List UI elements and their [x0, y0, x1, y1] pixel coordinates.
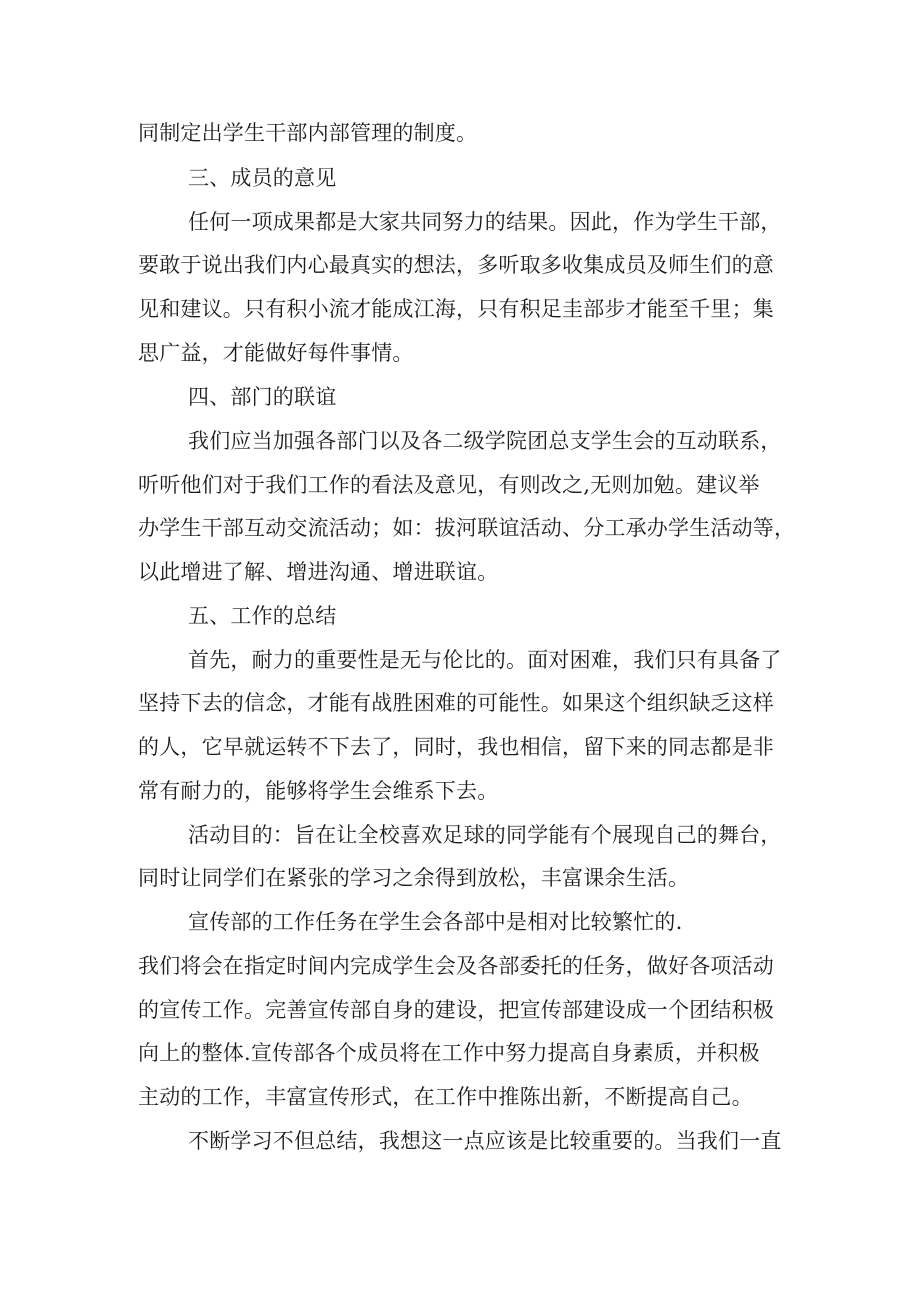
text-line: 活动目的：旨在让全校喜欢足球的同学能有个展现自己的舞台，: [188, 823, 782, 847]
text-line: 向上的整体.宣传部各个成员将在工作中努力提高自身素质，并积极: [138, 1041, 760, 1065]
text-line: 思广益，才能做好每件事情。: [138, 341, 414, 365]
text-line: 宣传部的工作任务在学生会各部中是相对比较繁忙的.: [188, 910, 683, 934]
text-line: 办学生干部互动交流活动；如：拔河联谊活动、分工承办学生活动等，: [138, 516, 796, 540]
text-line: 同制定出学生干部内部管理的制度。: [138, 121, 478, 145]
text-line: 的宣传工作。完善宣传部自身的建设，把宣传部建设成一个团结积极: [138, 998, 774, 1022]
text-line: 我们应当加强各部门以及各二级学院团总支学生会的互动联系，: [188, 429, 782, 453]
text-line: 以此增进了解、增进沟通、增进联谊。: [138, 560, 499, 584]
text-line: 我们将会在指定时间内完成学生会及各部委托的任务，做好各项活动: [138, 954, 774, 978]
text-line: 要敢于说出我们内心最真实的想法，多听取多收集成员及师生们的意: [138, 253, 774, 277]
text-line: 听听他们对于我们工作的看法及意见，有则改之,无则加勉。建议举: [138, 473, 760, 497]
section-heading: 五、工作的总结: [188, 604, 337, 628]
section-heading: 三、成员的意见: [188, 166, 337, 190]
text-line: 的人，它早就运转不下去了，同时，我也相信，留下来的同志都是非: [138, 735, 774, 759]
section-heading: 四、部门的联谊: [188, 385, 337, 409]
text-line: 见和建议。只有积小流才能成江海，只有积足圭部步才能至千里；集: [138, 297, 774, 321]
text-line: 首先，耐力的重要性是无与伦比的。面对困难，我们只有具备了: [188, 648, 782, 672]
text-line: 坚持下去的信念，才能有战胜困难的可能性。如果这个组织缺乏这样: [138, 691, 774, 715]
text-line: 任何一项成果都是大家共同努力的结果。因此，作为学生干部，: [188, 210, 782, 234]
text-line: 常有耐力的，能够将学生会维系下去。: [138, 779, 499, 803]
text-line: 不断学习不但总结，我想这一点应该是比较重要的。当我们一直: [188, 1129, 782, 1153]
text-line: 同时让同学们在紧张的学习之余得到放松，丰富课余生活。: [138, 866, 690, 890]
text-line: 主动的工作，丰富宣传形式，在工作中推陈出新，不断提高自己。: [138, 1085, 753, 1109]
